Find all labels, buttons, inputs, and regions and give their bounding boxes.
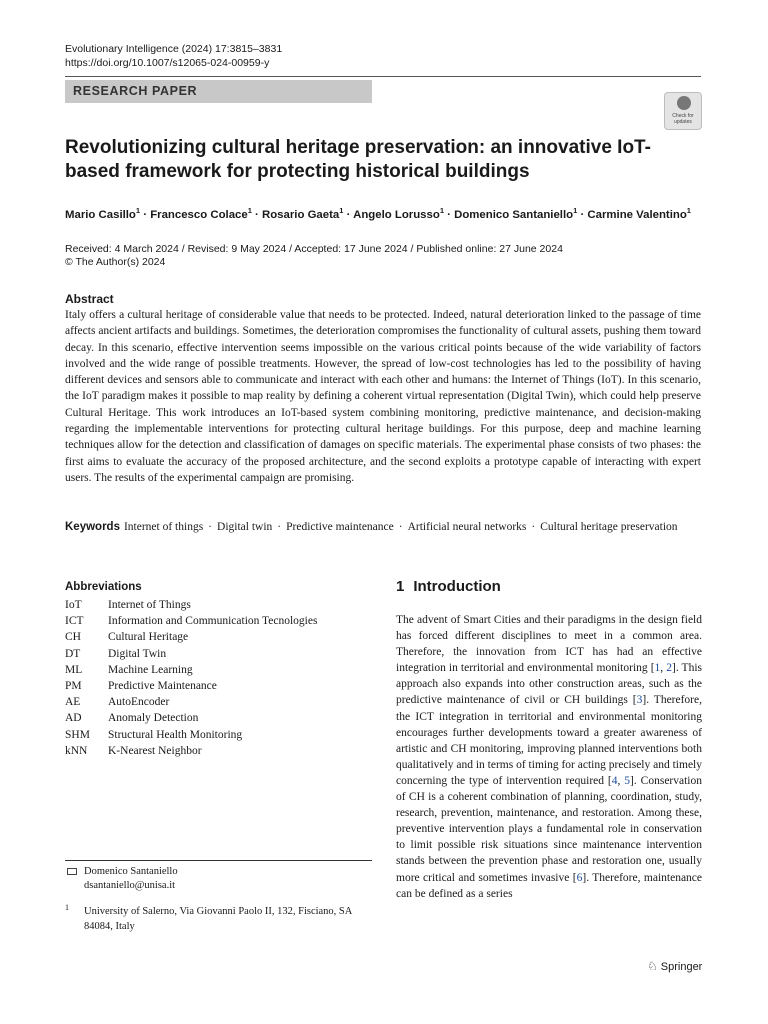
author-name[interactable]: Francesco Colace [150, 208, 248, 221]
footnote-rule [65, 860, 372, 861]
author-affiliation-marker: 1 [135, 206, 141, 215]
keyword-list [124, 521, 678, 533]
author-name[interactable]: Rosario Gaeta [262, 208, 340, 221]
author-affiliation-marker: 1 [439, 206, 444, 215]
abbreviation-definition: Digital Twin [108, 647, 167, 660]
paper-title: Revolutionizing cultural heritage preservation: an innovative IoT-based framework for protecting historical buildings [65, 137, 651, 182]
abbreviation-definition: Anomaly Detection [108, 712, 199, 725]
publication-dates: Received: 4 March 2024 / Revised: 9 May 2024 / Accepted: 17 June 2024 / Published online: 27 June 2024 [65, 243, 563, 255]
intro-text-segment: ]. Conservation of CH is a coherent combination of planning, coordination, study, research, prevention, maintenance, and restoration. Among these, preventive intervention plays a fundamental role in conservation to limit possible risk situations since maintenance intervention stands between the prevention phase and restoration one, usually more critical and sometimes invasive [ [396, 774, 702, 884]
abbreviation-term: PM [65, 680, 82, 693]
author-affiliation-marker: 1 [686, 206, 691, 215]
keywords [65, 519, 701, 535]
abbreviation-term: IoT [65, 599, 82, 611]
abbreviation-term: ML [65, 663, 83, 676]
citation-link[interactable]: 3 [636, 694, 643, 707]
copyright: © The Author(s) 2024 [65, 256, 166, 268]
affiliation-text: University of Salerno, Via Giovanni Paolo II, 132, Fisciano, SA 84084, Italy [84, 906, 352, 932]
abbreviations-heading: Abbreviations [65, 581, 142, 593]
doi-link[interactable]: https://doi.org/10.1007/s12065-024-00959-y [65, 57, 270, 69]
intro-text-segment: , [660, 662, 667, 675]
abbreviation-term: kNN [65, 744, 88, 757]
author-separator: · [251, 208, 262, 221]
abbreviation-definition: Predictive Maintenance [108, 680, 217, 693]
keyword: Predictive maintenance [286, 521, 394, 533]
author-separator: · [577, 208, 588, 221]
abbreviation-row [65, 646, 317, 662]
abbreviation-row [65, 710, 317, 726]
abbreviation-row [65, 694, 317, 710]
affiliation-number: 1 [65, 903, 69, 912]
abbreviation-definition: AutoEncoder [108, 696, 170, 709]
keyword-separator: · [277, 521, 282, 533]
abbreviation-row [65, 597, 317, 613]
author-separator: · [140, 208, 151, 221]
check-updates-text: Check for updates [672, 113, 694, 125]
citation-link[interactable]: 2 [666, 662, 672, 675]
publisher-logo [647, 959, 702, 974]
author-name[interactable]: Angelo Lorusso [353, 208, 440, 221]
abbreviation-definition: Information and Communication Tecnologies [108, 615, 318, 628]
intro-text-segment: ]. Therefore, maintenance can be defined as a series [396, 871, 703, 900]
intro-text-segment: , [617, 774, 625, 787]
journal-citation: Evolutionary Intelligence (2024) 17:3815–3831 [65, 43, 283, 55]
abbreviation-term: AE [65, 696, 81, 709]
abbreviation-row [65, 678, 317, 694]
abbreviation-definition: Internet of Things [108, 599, 191, 611]
abstract-text: Italy offers a cultural heritage of considerable value that needs to be protected. Indeed, natural deterioration linked to the passage of time affects ancient artifacts and buildings. Sometimes, the deterioration compromises the functionality of cultural assets, pushing them toward decay. In this scenario, effective intervention seems impossible on the various critical points because of the wide variability of factors involved and the wide range of possible treatments. However, the spread of low-cost technologies has led to the possibility of having different devices and sensors able to communicate and interact with each other and humans: the Internet of Things (IoT). In this scenario, the IoT paradigm makes it possible to map reality by defining a coherent virtual representation (Digital Twin), which could help preserve Cultural Heritage. This work introduces an IoT-based system combining monitoring, predictive maintenance, and decision-making regarding the implementable interventions for protecting cultural heritage buildings. For this purpose, deep and machine learning techniques allow for the detection and classification of damages on specific materials. The experimental phase consists of two phases: the first aims to evaluate the accuracy of the proposed architecture, and the second exploits a prototype capable of interacting with expert users. The results of the experimental campaign are promising. [65, 309, 701, 484]
introduction-heading [396, 578, 501, 595]
citation-link[interactable]: 6 [576, 871, 583, 884]
citation-link[interactable]: 4 [611, 774, 618, 787]
abbreviation-term: ICT [65, 615, 84, 628]
corresponding-author: Domenico Santaniello [84, 866, 178, 877]
publisher-name: Springer [660, 961, 703, 973]
intro-text-segment: ]. This approach also expands into other construction areas, such as the predictive maintenance of civil or CH buildings [ [396, 662, 703, 707]
header-rule [65, 76, 701, 77]
keyword: Cultural heritage preservation [540, 521, 678, 533]
abbreviation-definition: Cultural Heritage [108, 631, 189, 644]
author-separator: · [343, 208, 354, 221]
citation-link[interactable]: 1 [654, 662, 661, 675]
abbreviations-table [65, 597, 317, 759]
author-name[interactable]: Carmine Valentino [587, 208, 687, 221]
abbreviation-definition: K-Nearest Neighbor [108, 744, 202, 757]
section-title: Introduction [413, 578, 501, 595]
intro-text-segment: ]. Therefore, the ICT integration in territorial and environmental monitoring encourages further developments toward a greater awareness of artistic and CH monitoring, improving planned interventions both qualitatively and in terms of timing for acting precisely and timely concerning the type of intervention required [ [396, 694, 702, 787]
abbreviation-row [65, 613, 317, 629]
section-number: 1 [396, 578, 405, 595]
abbreviation-definition: Machine Learning [108, 663, 193, 676]
abbreviation-row [65, 629, 317, 645]
author-affiliation-marker: 1 [339, 206, 344, 215]
abstract-heading: Abstract [65, 292, 114, 306]
abbreviation-term: AD [65, 712, 82, 725]
abbreviation-term: CH [65, 631, 81, 644]
author-list [65, 203, 725, 223]
keyword: Artificial neural networks [407, 521, 527, 533]
envelope-icon [67, 868, 77, 875]
keyword-separator: · [398, 521, 403, 533]
keyword: Digital twin [217, 521, 273, 533]
keywords-heading: Keywords [65, 521, 120, 533]
intro-text-segment: The advent of Smart Cities and their paradigms in the design field has forced different disciplines to meet in a common area. Therefore, the innovation from ICT has had an effective integration in territorial and environmental monitoring [ [396, 614, 702, 675]
keyword-separator: · [208, 521, 213, 533]
corresponding-email[interactable]: dsantaniello@unisa.it [84, 880, 176, 891]
springer-horse-icon: ♘ [647, 959, 658, 973]
citation-link[interactable]: 5 [624, 774, 631, 787]
author-affiliation-marker: 1 [573, 206, 578, 215]
author-name[interactable]: Domenico Santaniello [454, 208, 574, 221]
section-label: RESEARCH PAPER [73, 84, 198, 98]
author-affiliation-marker: 1 [247, 206, 252, 215]
author-separator: · [443, 208, 455, 221]
check-updates-icon [677, 96, 691, 110]
introduction-text [396, 612, 702, 902]
abbreviation-definition: Structural Health Monitoring [108, 728, 243, 741]
abbreviation-term: SHM [65, 728, 90, 741]
keyword-separator: · [531, 521, 536, 533]
abbreviation-term: DT [65, 647, 81, 660]
abbreviation-row [65, 727, 317, 743]
abbreviation-row [65, 662, 317, 678]
keyword: Internet of things [123, 521, 204, 533]
abbreviation-row [65, 743, 317, 759]
author-name[interactable]: Mario Casillo [65, 208, 136, 221]
